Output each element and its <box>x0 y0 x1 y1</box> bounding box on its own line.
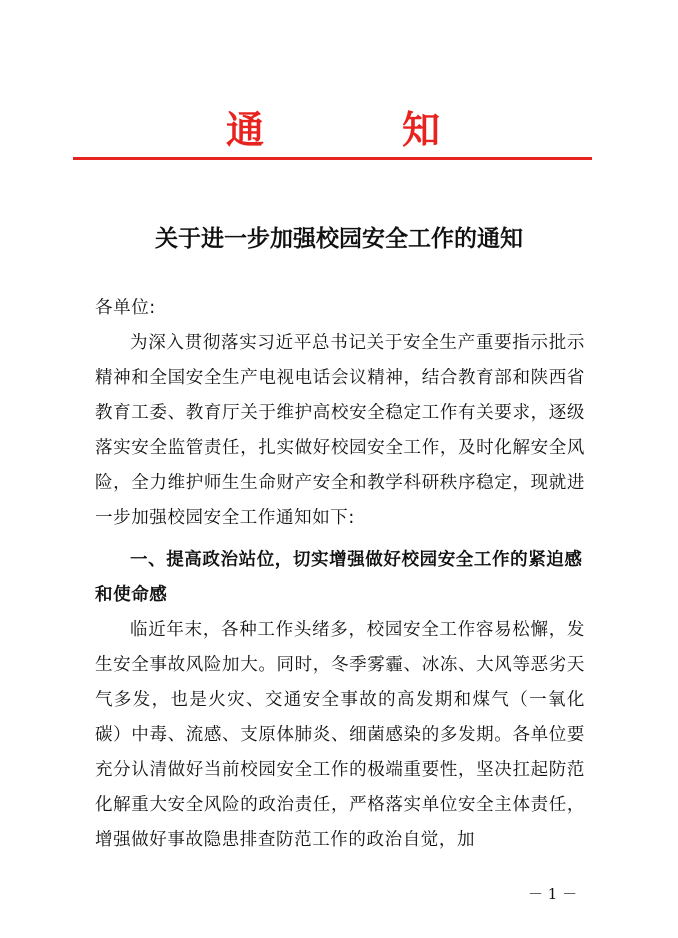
section-heading-1: 一、提高政治站位，切实增强做好校园安全工作的紧迫感和使命感 <box>95 550 583 605</box>
intro-paragraph: 为深入贯彻落实习近平总书记关于安全生产重要指示批示精神和全国安全生产电视电话会议精神，结合教育部和陕西省教育工委、教育厅关于维护高校安全稳定工作有关要求，逐级落实安全监管责任，扎实做好校园安全工作，及时化解安全风险，全力维护师生生命财产安全和教学科研秩序稳定，现就进一步加强校园安全工作通知如下: <box>95 333 585 528</box>
header-red-rule <box>73 157 592 160</box>
header-title: 通 知 <box>225 107 490 152</box>
section-1-paragraph: 临近年末，各种工作头绪多，校园安全工作容易松懈，发生安全事故风险加大。同时，冬季雾霾、冰冻、大风等恶劣天气多发，也是火灾、交通安全事故的高发期和煤气（一氧化碳）中毒、流感、支原体肺炎、细菌感染的多发期。各单位要充分认清做好当前校园安全工作的极端重要性，坚决扛起防范化解重大安全风险的政治责任，严格落实单位安全主体责任，增强做好事故隐患排查防范工作的政治自觉，加 <box>95 620 585 850</box>
document-title: 关于进一步加强校园安全工作的通知 <box>155 225 523 252</box>
salutation: 各单位: <box>95 298 156 318</box>
page-number: － 1 － <box>528 885 578 903</box>
